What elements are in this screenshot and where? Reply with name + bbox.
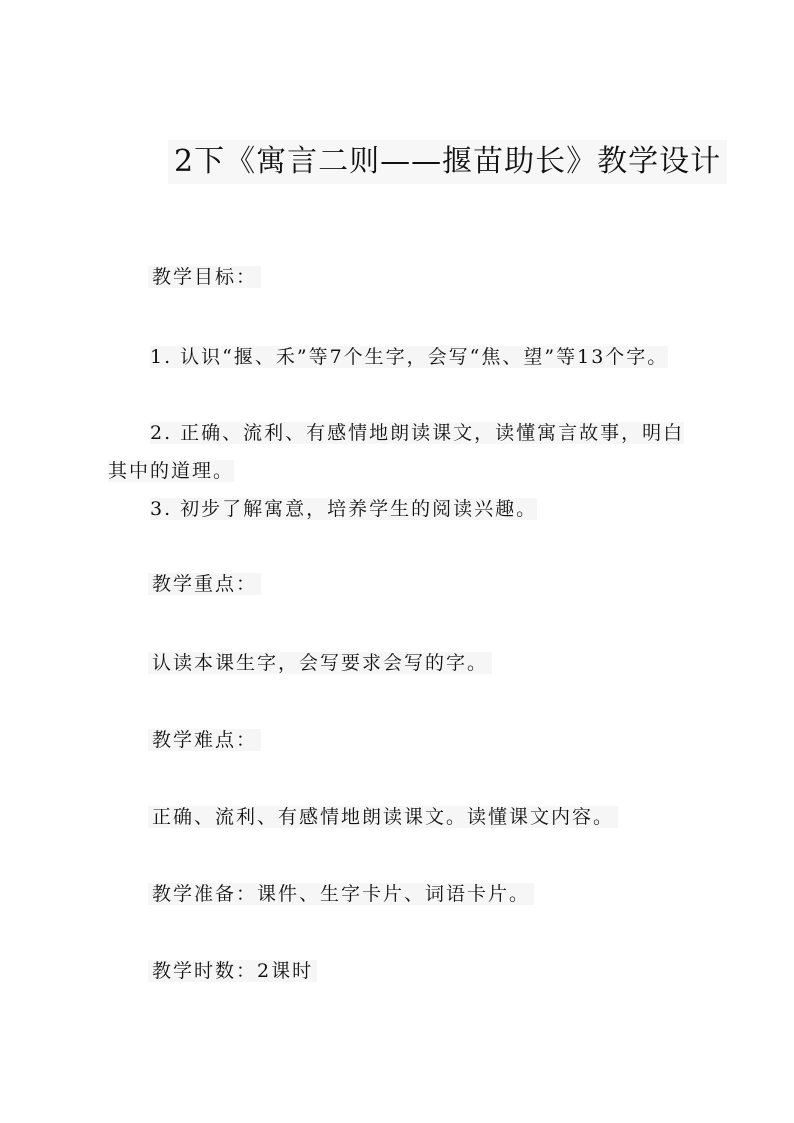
key-points-heading: 教学重点：	[148, 569, 261, 599]
key-points-text: 认读本课生字，会写要求会写的字。	[148, 648, 492, 678]
difficulties-heading: 教学难点：	[148, 725, 261, 755]
difficulties-text: 正确、流利、有感情地朗读课文。读懂课文内容。	[148, 802, 618, 832]
objective-item-1: 1. 认识“揠、禾”等7个生字，会写“焦、望”等13个字。	[150, 346, 669, 368]
teaching-hours-text: 教学时数：2课时	[148, 956, 317, 986]
objective-item-3: 3. 初步了解寓意，培养学生的阅读兴趣。	[150, 498, 538, 520]
preparation-text: 教学准备：课件、生字卡片、词语卡片。	[148, 879, 534, 909]
objectives-heading: 教学目标：	[148, 262, 261, 292]
objective-item-2: 2. 正确、流利、有感情地朗读课文，读懂寓言故事，明白其中的道理。	[108, 422, 685, 482]
document-title: 2下《寓言二则——揠苗助长》教学设计	[168, 140, 727, 184]
